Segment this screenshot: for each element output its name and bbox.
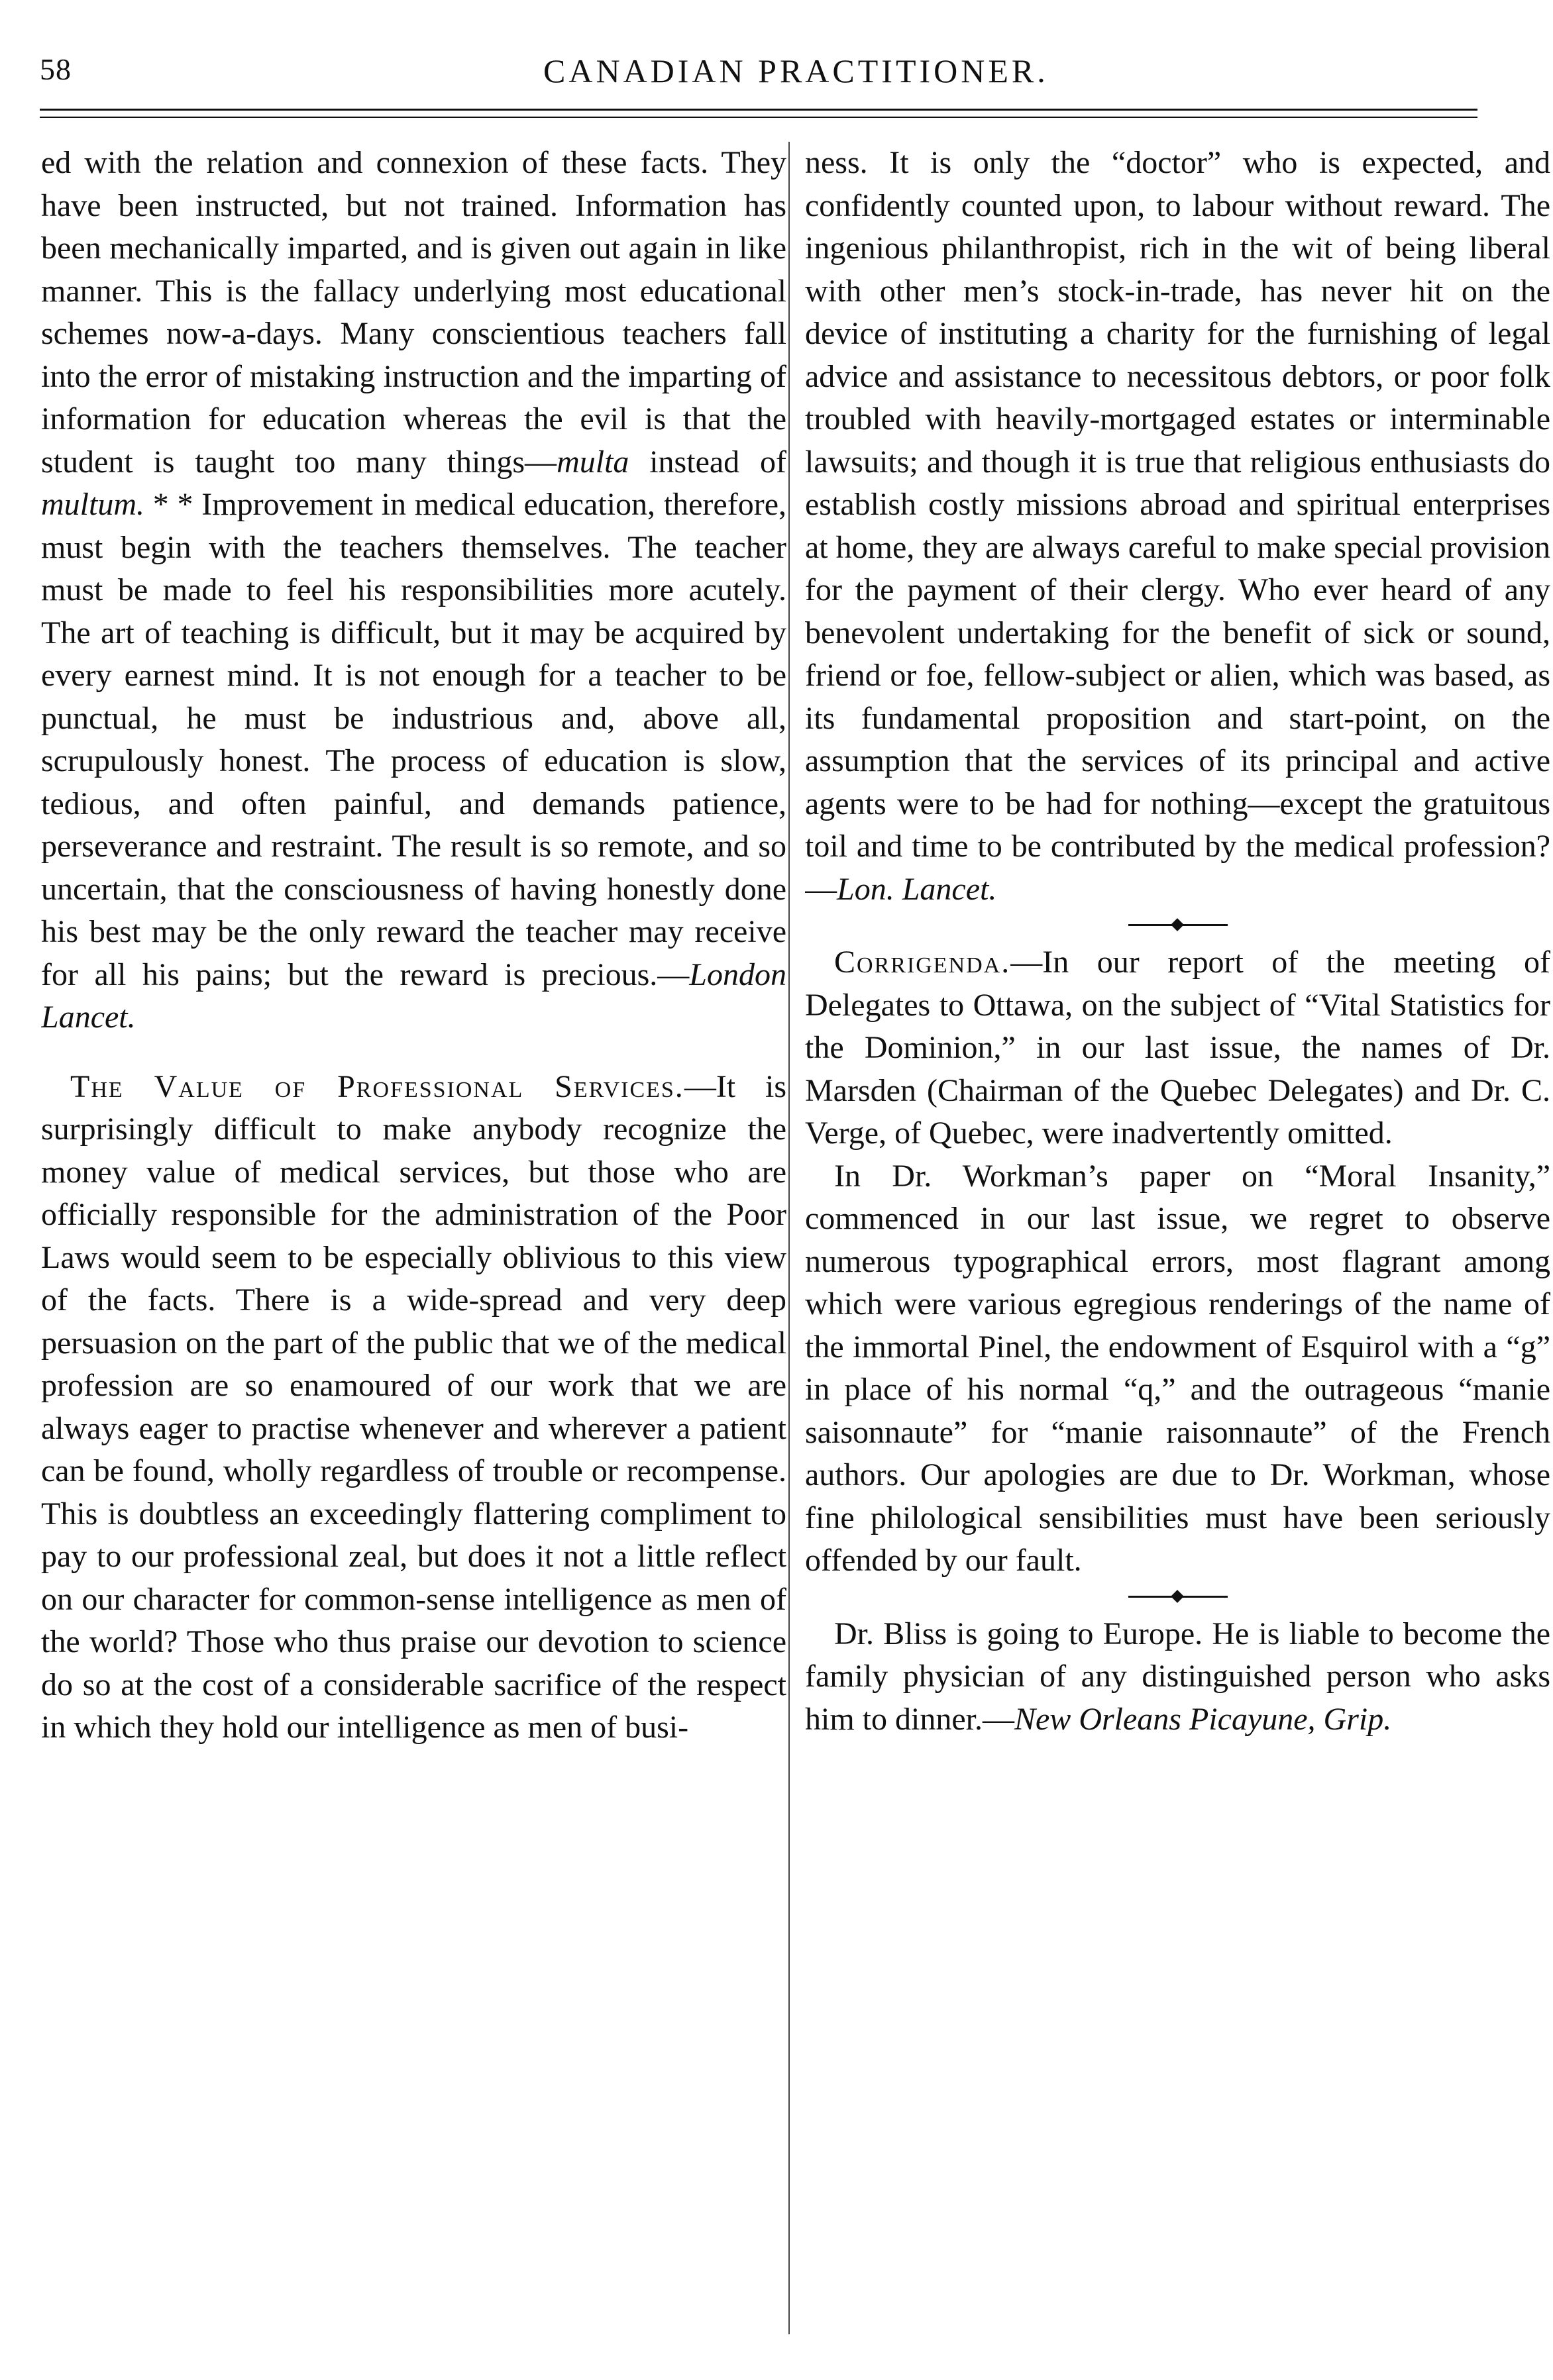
- running-title: CANADIAN PRACTITIONER.: [543, 52, 1049, 89]
- latin-multa: multa: [557, 444, 629, 480]
- section-separator: [1128, 915, 1228, 935]
- services-continued-text: ness. It is only the “doctor” who is expected, and confidently counted upon, to labour without reward. The ingenious philanthropist, rich in the wit of being liberal with other men’s stock-in-trade, has never hit on the device of instituting a charity for the furnishing of legal advice and assistance to necessitous debtors, or poor folk troubled with heavily-mortgaged estates or interminable lawsuits; and though it is true that religious enthusiasts do establish costly missions abroad and spiritual enterprises at home, they are always careful to make special provision for the payment of their clergy. Who ever heard of any benevolent undertaking for the benefit of sick or sound, friend or foe, fellow-subject or alien, which was based, as its fundamental proposition and start-point, on the assumption that the services of its principal and active agents were to be had for nothing—except the gratuitous toil and time to be contributed by the medical profession?—: [805, 145, 1550, 907]
- paragraph-gap: [41, 1039, 786, 1066]
- source-lon-lancet: Lon. Lancet.: [837, 871, 997, 907]
- education-text-b: instead of: [629, 444, 786, 480]
- corrigenda-text: —In our report of the meeting of Delegates to Ottawa, on the subject of “Vital Statistics for the Dominion,” in our last issue, the names of Dr. Marsden (Chairman of the Quebec Delegates) and Dr. C. Verge, of Quebec, were inadvertently omitted.: [805, 945, 1550, 1151]
- section-separator: [1128, 1586, 1228, 1606]
- workman-paragraph: [805, 1155, 1550, 1582]
- header-rule-thin: [40, 117, 1477, 118]
- left-column: [41, 142, 786, 2348]
- section-heading: The Value of Professional Services.: [70, 1068, 684, 1104]
- source-london-lancet: London Lancet.: [41, 957, 786, 1035]
- header-rule: [40, 109, 1477, 111]
- value-of-services-paragraph: [41, 1066, 786, 1749]
- workman-text: In Dr. Workman’s paper on “Moral Insanity,” commenced in our last issue, we regret to observe numerous typographical errors, most flagrant among which were various egregious renderings of the name of the immortal Pinel, the endowment of Esquirol with a “g” in place of his normal “q,” and the outrageous “manie saisonnaute” for “manie raisonnaute” of the French authors. Our apologies are due to Dr. Workman, whose fine philological sensibilities must have been seriously offended by our fault.: [805, 1158, 1550, 1578]
- source-picayune: New Orleans Picayune, Grip.: [1014, 1701, 1392, 1737]
- latin-multum: multum.: [41, 487, 144, 522]
- services-continued-paragraph: [805, 142, 1550, 911]
- education-text-a: ed with the relation and connexion of these facts. They have been instructed, but not trained. Information has been mechanically imparted, and is given out again in like manner. This is the fallacy underlying most educational schemes now-a-days. Many conscientious teachers fall into the error of mistaking instruction and the imparting of information for education whereas the evil is that the student is taught too many things—: [41, 145, 786, 480]
- right-column: [805, 142, 1550, 2348]
- corrigenda-paragraph: [805, 941, 1550, 1155]
- page-number: 58: [40, 52, 72, 86]
- education-paragraph: [41, 142, 786, 1039]
- bliss-text: Dr. Bliss is going to Europe. He is liable to become the family physician of any distinguished person who asks him to dinner.—: [805, 1616, 1550, 1737]
- bliss-paragraph: [805, 1613, 1550, 1741]
- value-of-services-text: —It is surprisingly difficult to make anybody recognize the money value of medical services, but those who are officially responsible for the administration of the Poor Laws would seem to be especially oblivious to this view of the facts. There is a wide-spread and very deep persuasion on the part of the public that we of the medical profession are so enamoured of our work that we are always eager to practise whenever and wherever a patient can be found, wholly regardless of trouble or recompense. This is doubtless an exceedingly flattering compliment to pay to our professional zeal, but does it not a little reflect on our character for common-sense intelligence as men of the world? Those who thus praise our devotion to science do so at the cost of a considerable sacrifice of the respect in which they hold our intelligence as men of busi-: [41, 1068, 786, 1745]
- section-heading: Corrigenda.: [834, 945, 1011, 980]
- page-header: [40, 40, 1477, 103]
- education-text-c: * * Improvement in medical education, therefore, must begin with the teachers themselves. The teacher must be made to feel his responsibilities more acutely. The art of teaching is difficult, but it may be acquired by every earnest mind. It is not enough for a teacher to be punctual, he must be industrious and, above all, scrupulously honest. The process of education is slow, tedious, and often painful, and demands patience, perseverance and restraint. The result is so remote, and so uncertain, that the consciousness of having honestly done his best may be the only reward the teacher may receive for all his pains; but the reward is precious.—: [41, 487, 786, 992]
- column-divider: [788, 142, 790, 2334]
